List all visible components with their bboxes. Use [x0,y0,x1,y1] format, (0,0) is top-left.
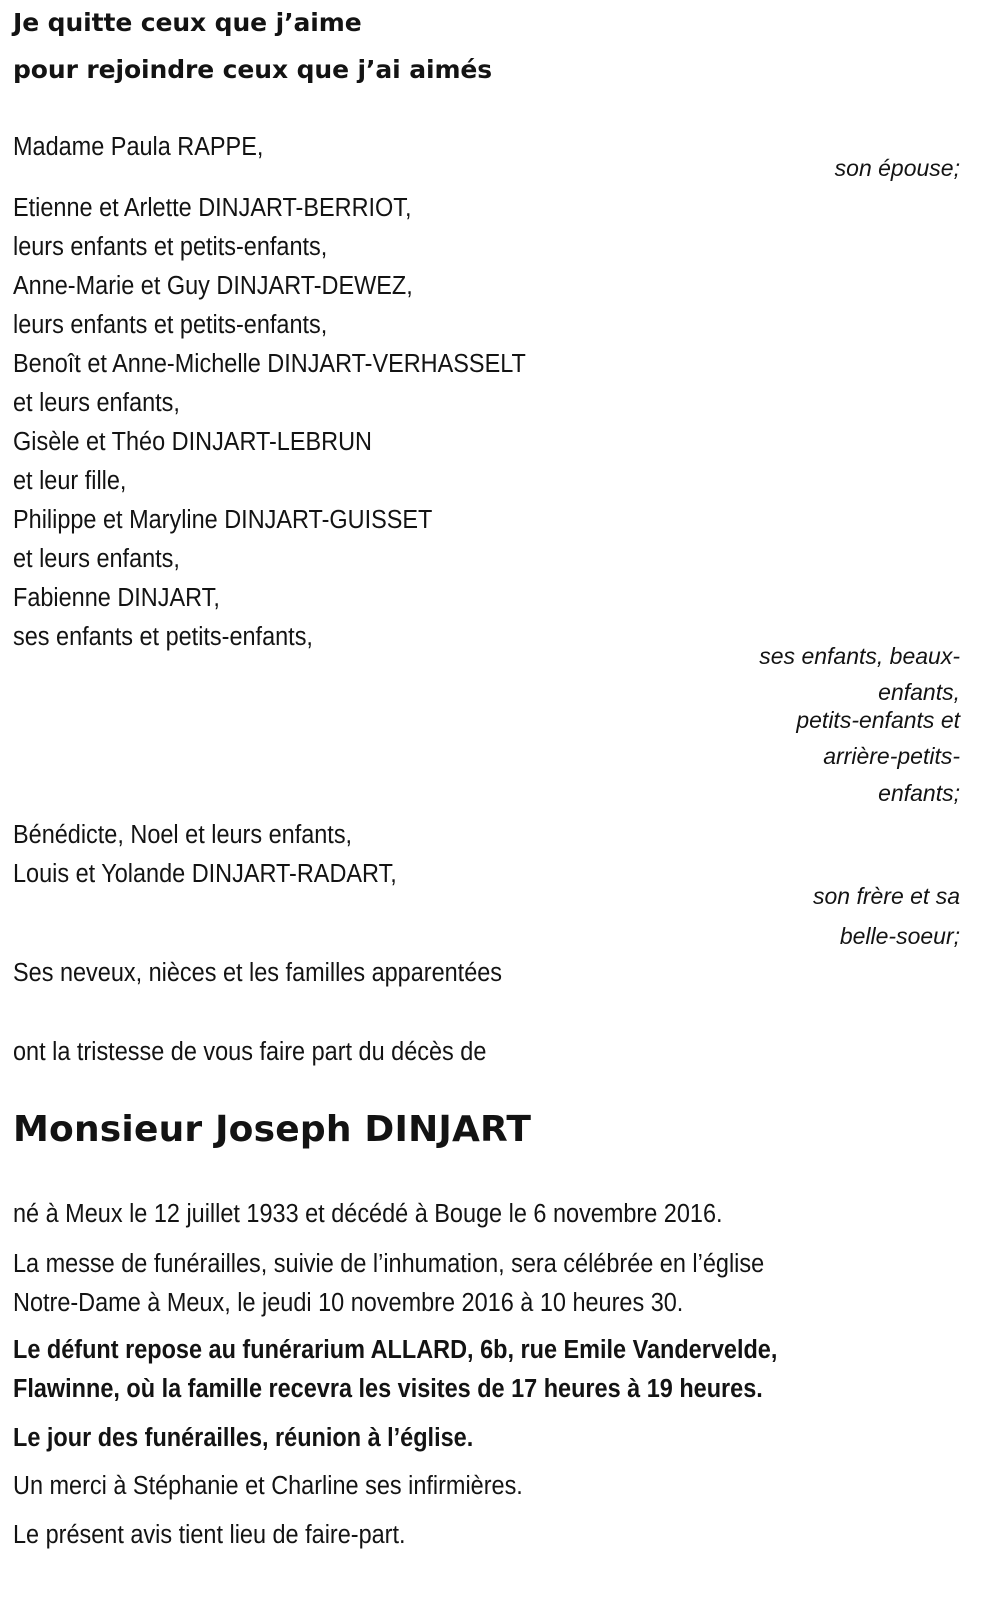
relationship-label-descendants-line-4: arrière-petits- [823,743,960,769]
family-entry-child-6-descendants: ses enfants et petits-enfants, [13,623,313,651]
gathering-notice: Le jour des funérailles, réunion à l’église. [13,1424,474,1452]
family-entry-child-6: Fabienne DINJART, [13,584,220,612]
mass-details-line-2: Notre-Dame à Meux, le jeudi 10 novembre 2016 à 10 heures 30. [13,1289,684,1317]
epigraph-line-2: pour rejoindre ceux que j’ai aimés [13,55,493,84]
relationship-label-descendants-line-3: petits-enfants et [796,707,960,733]
relationship-label-sibling-line-2: belle-soeur; [839,923,960,949]
relationship-label-sibling-line-1: son frère et sa [812,883,960,909]
deceased-name: Monsieur Joseph DINJART [13,1109,532,1150]
family-entry-child-5-descendants: et leurs enfants, [13,545,180,573]
mass-details-line-1: La messe de funérailles, suivie de l’inhumation, sera célébrée en l’église [13,1250,765,1278]
family-entry-child-2-descendants: leurs enfants et petits-enfants, [13,311,328,339]
family-entry-child-4: Gisèle et Théo DINJART-LEBRUN [13,428,372,456]
family-entry-spouse: Madame Paula RAPPE, [13,133,264,161]
family-entry-extended: Ses neveux, nièces et les familles apparentées [13,959,503,987]
family-entry-sibling: Louis et Yolande DINJART-RADART, [13,860,397,888]
relationship-label-descendants-line-2: enfants, [878,679,960,705]
announcement-lead-in: ont la tristesse de vous faire part du décès de [13,1038,487,1066]
faire-part-notice: Le présent avis tient lieu de faire-part. [13,1521,406,1549]
epigraph-line-1: Je quitte ceux que j’aime [13,8,362,37]
relationship-label-spouse: son épouse; [834,155,960,181]
family-entry-child-4-descendants: et leur fille, [13,467,127,495]
family-entry-child-1-descendants: leurs enfants et petits-enfants, [13,233,328,261]
family-entry-child-5: Philippe et Maryline DINJART-GUISSET [13,506,433,534]
family-entry-child-3: Benoît et Anne-Michelle DINJART-VERHASSELT [13,350,526,378]
funerarium-details-line-2: Flawinne, où la famille recevra les visites de 17 heures à 19 heures. [13,1375,763,1403]
family-entry-sibling-children: Bénédicte, Noel et leurs enfants, [13,821,353,849]
funerarium-details-line-1: Le défunt repose au funérarium ALLARD, 6b, rue Emile Vandervelde, [13,1336,778,1364]
family-entry-child-3-descendants: et leurs enfants, [13,389,180,417]
family-entry-child-1: Etienne et Arlette DINJART-BERRIOT, [13,194,412,222]
relationship-label-descendants-line-1: ses enfants, beaux- [759,643,960,669]
family-entry-child-2: Anne-Marie et Guy DINJART-DEWEZ, [13,272,413,300]
relationship-label-descendants-line-5: enfants; [878,780,960,806]
thanks-note: Un merci à Stéphanie et Charline ses infirmières. [13,1472,523,1500]
birth-death-details: né à Meux le 12 juillet 1933 et décédé à Bouge le 6 novembre 2016. [13,1200,723,1228]
